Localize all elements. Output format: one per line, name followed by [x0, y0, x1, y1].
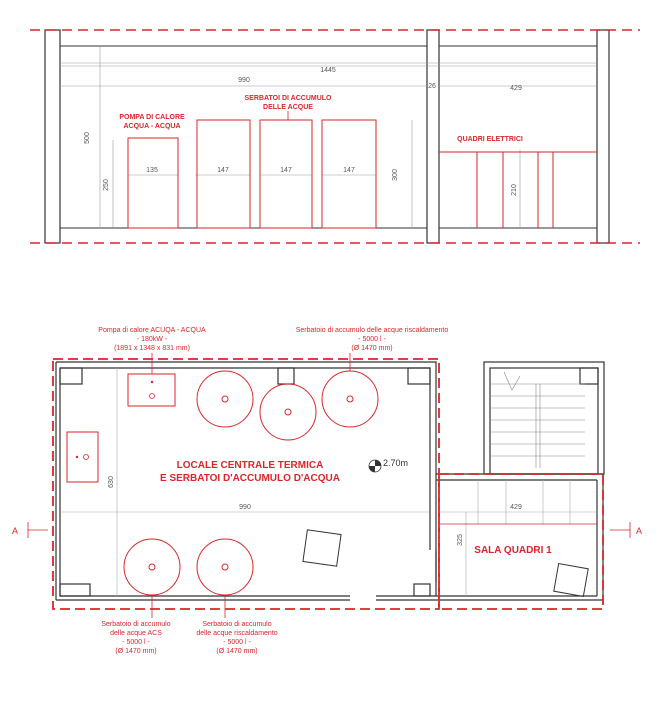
- plan-tank-risc: [197, 539, 253, 595]
- tank-note-top-1: Serbatoio di accumulo delle acque riscaldamento: [295, 327, 449, 334]
- plan-cabinet-2: [554, 564, 588, 597]
- tank-note-risc-3: - 5000 l -: [223, 639, 251, 646]
- plan-tank-top-2: [260, 384, 316, 440]
- section-tank-3: [322, 120, 376, 228]
- level-value: 2.70m: [383, 458, 409, 468]
- dim-plan-right-depth: 325: [457, 534, 464, 546]
- level-marker: [369, 458, 408, 472]
- tank-note-acs-1: Serbatoio di accumulo: [101, 621, 171, 628]
- pump-note-1: Pompa di calore ACUQA - ACQUA: [98, 327, 206, 334]
- plan-heat-pump-2: [67, 432, 98, 482]
- pump-note-2: - 180kW -: [136, 336, 168, 343]
- section-tank-2: [260, 120, 312, 228]
- tank-note-risc-2: delle acque riscaldamento: [196, 630, 278, 637]
- tank-note-top-2: - 5000 l -: [358, 336, 386, 343]
- plan-tank-acs: [124, 539, 180, 595]
- dim-wall: 26: [428, 83, 436, 90]
- dim-room-length: 990: [238, 77, 250, 84]
- dim-total-length: 1445: [320, 67, 336, 74]
- section-pump: [128, 138, 178, 228]
- dim-pump-height: 250: [103, 179, 110, 191]
- dim-tank-height: 300: [392, 169, 399, 181]
- tank-note-top-3: (Ø 1470 mm): [351, 345, 393, 352]
- room-title-2: E SERBATOI D'ACCUMULO D'ACQUA: [160, 473, 340, 484]
- dim-plan-depth: 630: [108, 476, 115, 488]
- dim-plan-right-width: 429: [510, 504, 522, 511]
- section-wall-middle: [427, 30, 439, 243]
- dim-tank-3: 147: [343, 167, 355, 174]
- pump-note-3: (1891 x 1348 x 831 mm): [114, 345, 190, 352]
- dim-height: 500: [84, 132, 91, 144]
- dim-tank-1: 147: [217, 167, 229, 174]
- tank-note-acs-2: delle acque ACS: [110, 630, 162, 637]
- plan-heat-pump: [128, 374, 175, 406]
- dim-room-right: 429: [510, 85, 522, 92]
- plan-view: [12, 327, 642, 655]
- label-pump-2: ACQUA - ACQUA: [123, 123, 181, 130]
- room2-title: SALA QUADRI 1: [474, 545, 552, 556]
- section-view: [30, 30, 640, 243]
- section-tank-1: [197, 120, 250, 228]
- label-panels: QUADRI ELETTRICI: [457, 136, 523, 143]
- section-wall-left: [45, 30, 60, 243]
- plan-tank-top-3: [322, 371, 378, 427]
- dim-panel-height: 210: [511, 184, 518, 196]
- label-tanks-2: DELLE ACQUE: [263, 104, 313, 111]
- tank-note-risc-4: (Ø 1470 mm): [216, 648, 258, 655]
- section-mark-right: A: [636, 526, 643, 536]
- dim-pump-width: 135: [146, 167, 158, 174]
- tank-note-acs-4: (Ø 1470 mm): [115, 648, 157, 655]
- dim-plan-width: 990: [239, 504, 251, 511]
- room-title-1: LOCALE CENTRALE TERMICA: [176, 460, 324, 471]
- label-pump-1: POMPA DI CALORE: [119, 114, 185, 121]
- tank-note-acs-3: - 5000 l -: [122, 639, 150, 646]
- section-mark-left: A: [12, 526, 19, 536]
- dim-tank-2: 147: [280, 167, 292, 174]
- label-tanks-1: SERBATOI DI ACCUMULO: [244, 95, 332, 102]
- section-wall-right: [597, 30, 609, 243]
- plan-cabinet-1: [303, 530, 341, 566]
- tank-note-risc-1: Serbatoio di accumulo: [202, 621, 272, 628]
- plan-tank-top-1: [197, 371, 253, 427]
